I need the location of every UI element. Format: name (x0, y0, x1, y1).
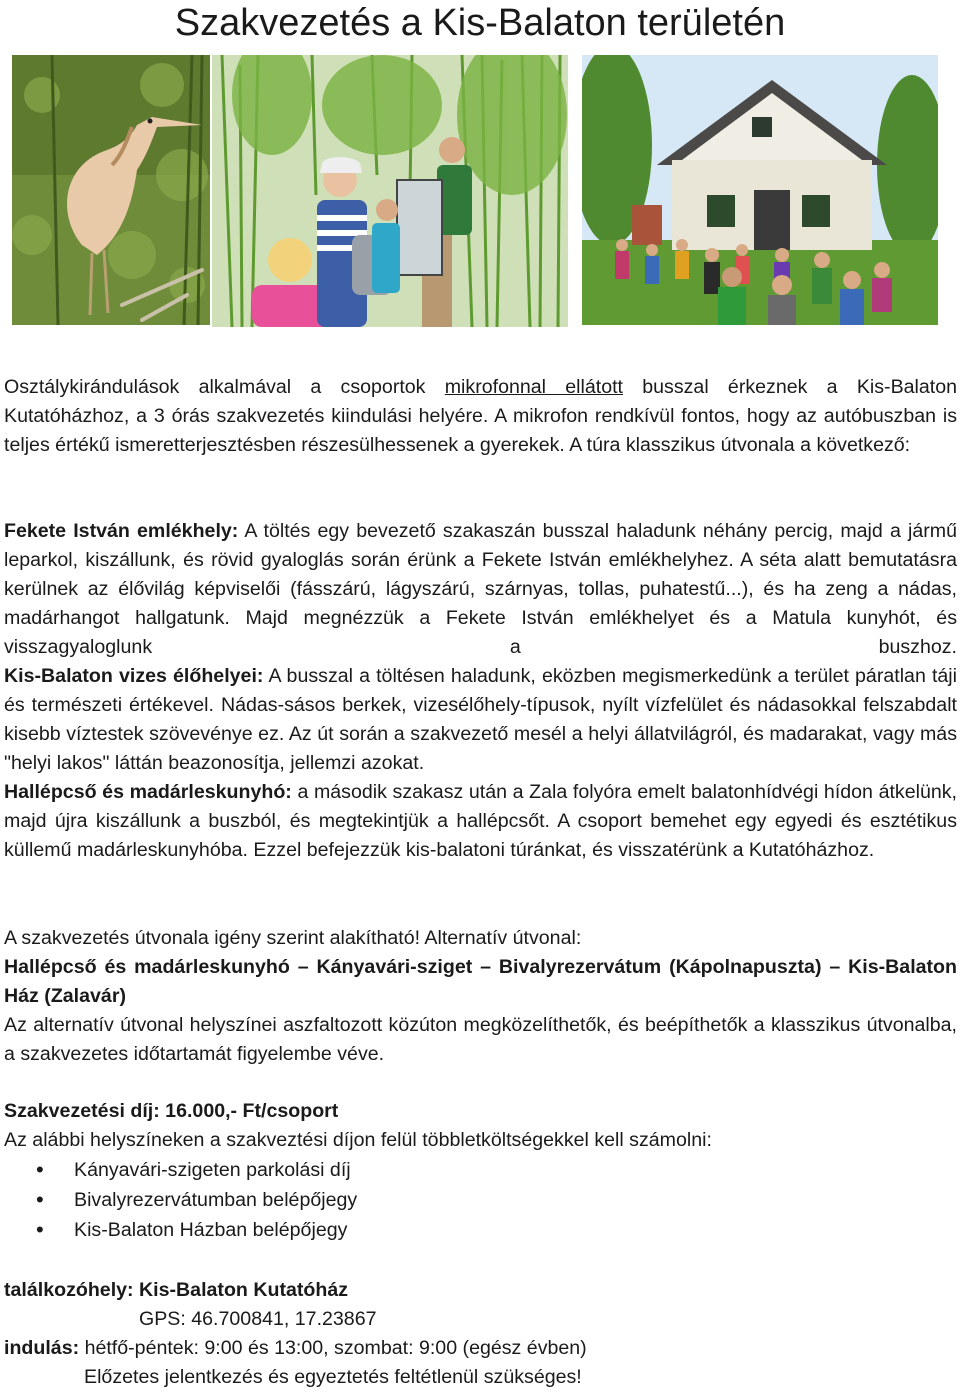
gps-coordinates: GPS: 46.700841, 17.23867 (139, 1308, 377, 1330)
extra-cost-list (4, 1155, 957, 1245)
stop-3-heading: Hallépcső és madárleskunyhó: (4, 781, 292, 803)
heron-photo (12, 55, 210, 325)
stop-1-text: A töltés egy bevezető szakaszán busszal haladunk néhány percig, majd a jármű leparkol, kiszállunk, és rövid gyaloglás során érünk a Fekete István emlékhelyhez. A séta alatt bemutatásra kerülnek az élővilág képviselői (fásszárú, lágyszárú, szárnyas, tollas, puhatestű...), és ha zeng a nádas, madárhangot hallgatunk. Majd megnézzük a Fekete István emlékhelyet és a Matula kunyhót, és visszagyaloglunk a buszhoz. (4, 520, 958, 658)
start-times: hétfő-péntek: 9:00 és 13:00, szombat: 9:00 (egész évben) (79, 1337, 587, 1359)
meeting-label: találkozóhely: Kis-Balaton Kutatóház (4, 1279, 349, 1301)
intro-paragraph (4, 373, 957, 460)
alt-intro: A szakvezetés útvonala igény szerint alakítható! Alternatív útvonal: (4, 927, 582, 949)
alternative-route-section (4, 924, 957, 1069)
children-in-reeds-photo (212, 55, 568, 327)
fee-label: Szakvezetési díj: 16.000,- Ft/csoport (4, 1100, 339, 1122)
intro-text-2: busszal érkeznek a Kis-Balaton Kutatóházhoz, a 3 órás szakvezetés kiindulási helyére. A mikrofon rendkívül fontos, hogy az autóbuszban is teljes értékű ismeretterjesztésben részesülhessenek a gyerekek. A túra klasszikus útvonala a következő: (4, 376, 958, 456)
meeting-section (4, 1276, 957, 1392)
classic-route-section (4, 517, 957, 865)
page-title: Szakvezetés a Kis-Balaton területén (174, 2, 786, 44)
list-item: • Kányavári-szigeten parkolási díj (4, 1155, 957, 1185)
fee-section (4, 1097, 957, 1245)
alt-route: Hallépcső és madárleskunyhó – Kányavári-sziget – Bivalyrezervátum (Kápolnapuszta) – Kis-Balaton Ház (Zalavár) (4, 956, 957, 1007)
stop-2-text: A busszal a töltésen haladunk, eközben megismerkedünk a terület páratlan táji és természeti értékevel. Nádas-sásos berkek, vizesélőhely-típusok, nyílt vízfelület és nádasokkal felszabdalt kisebb víztestek szövevénye ez. Az út során a szakvezető mesél a helyi állatvilágról, és madarakat, vagy más "helyi lakos" láttán beazonosítja, jellemzi azokat. (4, 665, 958, 774)
stop-1-heading: Fekete István emlékhely: (4, 520, 239, 542)
intro-text-1: Osztálykirándulások alkalmával a csoportok (4, 376, 445, 398)
start-label: indulás: (4, 1337, 80, 1359)
microphone-emphasis: mikrofonnal ellátott (444, 376, 623, 398)
fee-extra: Az alábbi helyszíneken a szakveztési díjon felül többletköltségekkel kell számolni: (4, 1129, 712, 1151)
list-item: • Bivalyrezervátumban belépőjegy (4, 1185, 957, 1215)
list-item: • Kis-Balaton Házban belépőjegy (4, 1215, 957, 1245)
alt-description: Az alternatív útvonal helyszínei aszfaltozott közúton megközelíthetők, és beépíthetők a klasszikus útvonalba, a szakvezetes időtartamát figyelembe véve. (4, 1014, 957, 1065)
stop-3-text: a második szakasz után a Zala folyóra emelt balatonhídvégi hídon átkelünk, majd újra kiszállunk a buszból, és megtekintjük a hallépcsőt. A csoport bemehet egy egyedi és esztétikus küllemű madárleskunyhóba. Ezzel befejezzük kis-balatoni túránkat, és visszatérünk a Kutatóházhoz. (4, 781, 957, 861)
registration-notice: Előzetes jelentkezés és egyeztetés feltétlenül szükséges! (84, 1366, 582, 1388)
stop-2-heading: Kis-Balaton vizes élőhelyei: (4, 665, 264, 687)
research-house-photo (582, 55, 938, 325)
